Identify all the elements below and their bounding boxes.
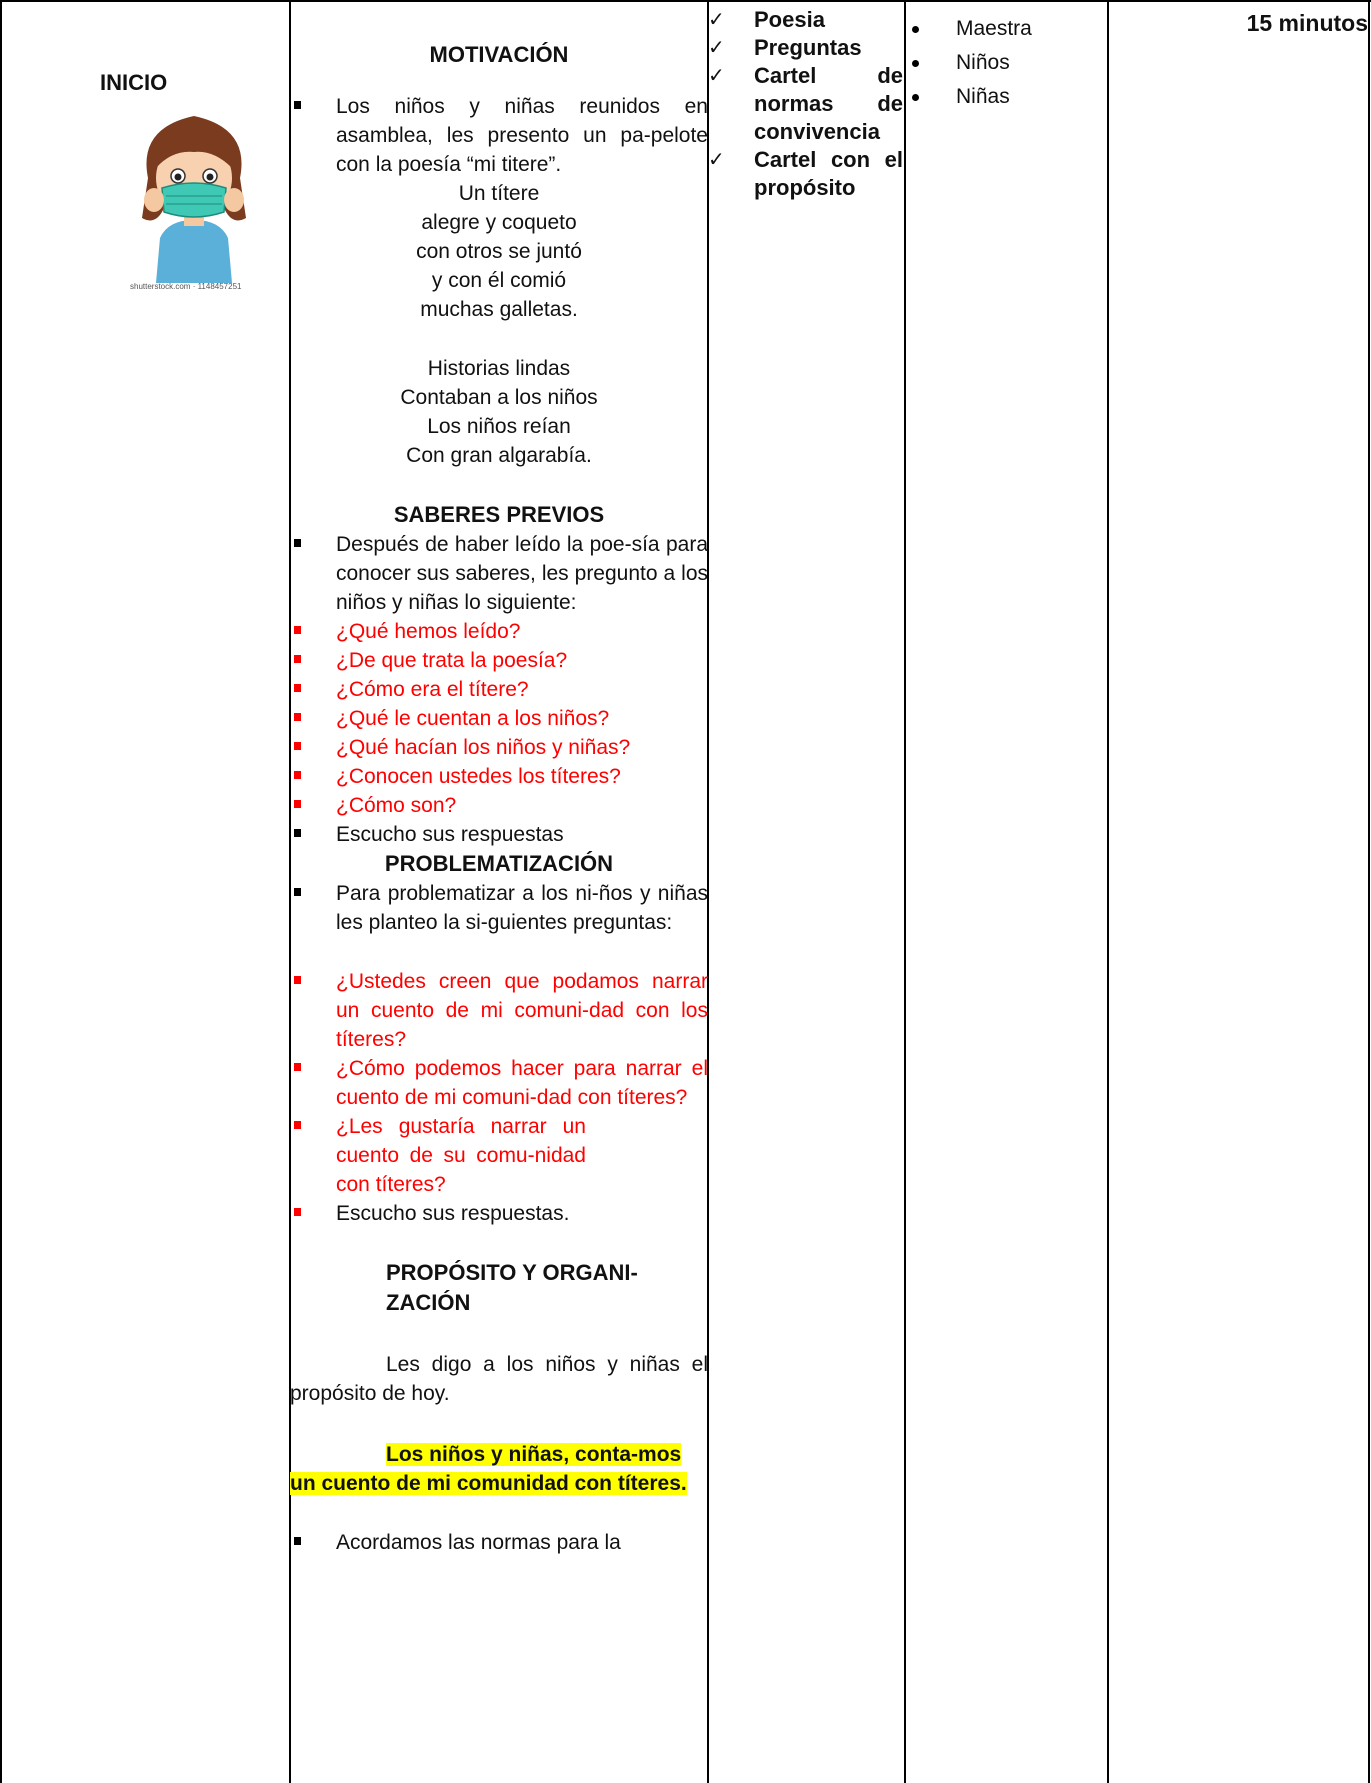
poem-stanza <box>290 354 708 470</box>
image-credit: shutterstock.com · 1148457251 <box>130 282 242 291</box>
saberes-heading: SABERES PREVIOS <box>393 502 605 527</box>
problematizacion-closing: Escucho sus respuestas. <box>336 1202 570 1225</box>
question-text: ¿Cómo son? <box>336 794 457 817</box>
square-bullet-icon <box>294 1121 301 1129</box>
proposito-heading: PROPÓSITO Y ORGANI-ZACIÓN <box>386 1260 638 1315</box>
square-bullet-icon <box>294 1208 301 1216</box>
list-item <box>290 1199 586 1228</box>
question-item <box>290 762 708 791</box>
stage-label: INICIO <box>100 70 168 95</box>
resource-label: Niñas <box>956 85 1010 108</box>
poem-line: Los niños reían <box>427 415 571 438</box>
poem-line: y con él comió <box>431 269 567 292</box>
question-text: ¿Ustedes creen que podamos narrar un cuento de mi comuni-dad con los títeres? <box>336 970 708 1051</box>
poem-line: muchas galletas. <box>420 298 578 321</box>
question-item <box>290 675 708 704</box>
material-item <box>708 62 903 146</box>
girl-with-mask-illustration <box>128 108 260 283</box>
question-item <box>290 646 708 675</box>
column-divider <box>904 0 906 1783</box>
square-bullet-icon <box>294 1063 301 1071</box>
list-item <box>290 1528 708 1557</box>
human-resources-column <box>906 12 1106 114</box>
square-bullet-icon <box>294 976 301 984</box>
list-item <box>290 92 708 179</box>
question-item <box>290 617 708 646</box>
table-right-border <box>1368 0 1370 1783</box>
problematizacion-heading: PROBLEMATIZACIÓN <box>384 851 614 876</box>
poem-line: Con gran algarabía. <box>406 444 592 467</box>
checkmark-icon: ✓ <box>708 37 725 59</box>
question-item <box>290 1112 586 1199</box>
square-bullet-icon <box>294 800 301 808</box>
question-item <box>290 791 708 820</box>
proposito-highlight-block <box>290 1440 708 1498</box>
motivacion-heading: MOTIVACIÓN <box>429 42 569 67</box>
resource-label: Maestra <box>956 17 1032 40</box>
column-divider <box>1107 0 1109 1783</box>
question-text: ¿Qué le cuentan a los niños? <box>336 707 610 730</box>
square-bullet-icon <box>294 829 301 837</box>
poem-line: con otros se juntó <box>416 240 582 263</box>
motivacion-text: Los niños y niñas reunidos en asamblea, les presento un pa-pelote con la poesía “mi titere”. <box>336 95 708 176</box>
list-item <box>290 820 708 849</box>
poem-line: Contaban a los niños <box>400 386 598 409</box>
material-item <box>708 6 903 34</box>
question-text: ¿Qué hemos leído? <box>336 620 521 643</box>
question-text: ¿Les gustaría narrar un cuento de su comu-nidad con títeres? <box>336 1115 586 1196</box>
square-bullet-icon <box>294 742 301 750</box>
table-left-border <box>0 0 2 1783</box>
square-bullet-icon <box>294 888 301 896</box>
poem-line: alegre y coqueto <box>421 211 577 234</box>
question-item <box>290 704 708 733</box>
bullet-dot-icon <box>912 26 919 33</box>
resource-label: Niños <box>956 51 1010 74</box>
material-label: Poesia <box>754 7 825 32</box>
square-bullet-icon <box>294 771 301 779</box>
material-label: Preguntas <box>754 35 862 60</box>
checkmark-icon: ✓ <box>708 9 725 31</box>
square-bullet-icon <box>294 626 301 634</box>
strategies-column <box>290 0 708 1557</box>
question-item <box>290 733 708 762</box>
question-text: ¿De que trata la poesía? <box>336 649 568 672</box>
square-bullet-icon <box>294 713 301 721</box>
problematizacion-text: Para problematizar a los ni-ños y niñas les planteo la si-guientes preguntas: <box>336 882 708 934</box>
poem-line: Un títere <box>458 182 540 205</box>
materials-column <box>708 6 903 202</box>
material-label: Cartel con el propósito <box>754 147 903 200</box>
time-value: 15 minutos <box>1246 10 1368 36</box>
checkmark-icon: ✓ <box>708 65 725 87</box>
bullet-dot-icon <box>912 94 919 101</box>
list-item <box>290 879 708 937</box>
resource-item <box>906 46 1106 80</box>
time-column <box>1108 10 1368 37</box>
question-item <box>290 967 708 1054</box>
list-item <box>290 530 708 617</box>
resource-item <box>906 80 1106 114</box>
square-bullet-icon <box>294 655 301 663</box>
material-label: Cartel de normas de convivencia <box>754 63 903 144</box>
question-text: ¿Qué hacían los niños y niñas? <box>336 736 631 759</box>
resource-item <box>906 12 1106 46</box>
question-text: ¿Cómo podemos hacer para narrar el cuento de mi comuni-dad con títeres? <box>336 1057 708 1109</box>
proposito-highlight: Los niños y niñas, conta-mos un cuento de mi comunidad con títeres. <box>290 1443 687 1495</box>
material-item <box>708 34 903 62</box>
material-item <box>708 146 903 202</box>
question-item <box>290 1054 708 1112</box>
proposito-text: Les digo a los niños y niñas el propósito de hoy. <box>290 1353 708 1405</box>
square-bullet-icon <box>294 101 301 109</box>
square-bullet-icon <box>294 539 301 547</box>
poem-stanza <box>290 179 708 324</box>
square-bullet-icon <box>294 1537 301 1545</box>
normas-text: Acordamos las normas para la <box>336 1531 621 1554</box>
checkmark-icon: ✓ <box>708 149 725 171</box>
question-text: ¿Conocen ustedes los títeres? <box>336 765 621 788</box>
square-bullet-icon <box>294 684 301 692</box>
bullet-dot-icon <box>912 60 919 67</box>
saberes-closing: Escucho sus respuestas <box>336 823 564 846</box>
question-text: ¿Cómo era el títere? <box>336 678 529 701</box>
poem-line: Historias lindas <box>427 357 571 380</box>
saberes-text: Después de haber leído la poe-sía para conocer sus saberes, les pregunto a los niños y niñas lo siguiente: <box>336 533 708 614</box>
